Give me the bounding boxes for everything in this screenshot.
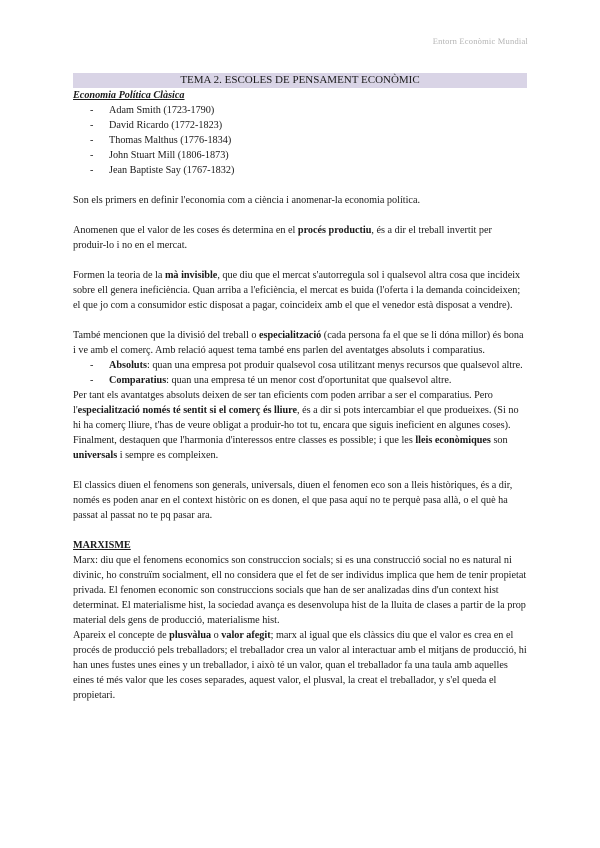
page-header: Entorn Econòmic Mundial xyxy=(432,36,528,46)
paragraph: També mencionen que la divisió del treball o especialització (cada persona fa el que se li dóna millor) és bona i ve amb el comerç. Amb relació aquest tema també ens parlen del aventatges absoluts i comparatius. xyxy=(73,330,524,356)
document-body xyxy=(73,73,527,703)
paragraph: Marx: diu que el fenomens economics son construccion socials; si es una construcció social no es natural ni divinic, ho construïm socialment, ell no considera que el fet de ser individus implica que hem de tenir propietat privada. El fenomen economic son construccions socials que han de ser analizadas dins d'un context hist determinat. El materialisme hist, la sociedad avança es desenvolupa hist de la lluita de clases a partir de la prop material dels gens de producció, materialisme hist. xyxy=(73,555,527,626)
paragraph: Formen la teoria de la mà invisible, que diu que el mercat s'autorregula sol i qualsevol altra cosa que incideix sobre ell genera ineficiència. Quan arriba a l'eficiència, el mercat es buida (l'oferta i la demanda coincideixen; el que jo com a consumidor estic disposat a pagar, coincideix amb el que el venedor està disposat a vendre). xyxy=(73,270,521,311)
paragraph: Anomenen que el valor de les coses és determina en el procés productiu, és a dir el treball invertit per produir-lo i no en el mercat. xyxy=(73,225,492,251)
authors-list xyxy=(73,103,527,178)
list-item: - Thomas Malthus (1776-1834) xyxy=(73,133,527,148)
list-item: - Absoluts: quan una empresa pot produir qualsevol cosa utilitzant menys recursos que qualsevol altre. xyxy=(73,358,527,373)
advantages-list xyxy=(73,358,527,388)
paragraph: Apareix el concepte de plusvàlua o valor afegit; marx al igual que els clàssics diu que el valor es crea en el procés de producció pels treballadors; el treballador crea un valor al interactuar amb el mitjans de producció, hi han unes fustes unes eines y un treballador, i això té un valor, quan el treballador fa una taula amb aquelles eines té més valor que les coses separades, aquest valor, el plusval, la creat el treballador, y s'el queda el propietari. xyxy=(73,630,527,701)
section-heading-classical: Economia Política Clàsica xyxy=(73,90,185,101)
paragraph: Per tant els avantatges absoluts deixen de ser tan eficients com poden arribar a ser el comparatius. Pero l'especialització només té sentit si el comerç és lliure, és a dir si pots intercambiar el que produeixes. (Si no hi ha comerç lliure, t'has de veure obligat a produir-ho tot tu, encara que siguis ineficient en algunes coses). xyxy=(73,390,519,431)
list-item: - Comparatius: quan una empresa té un menor cost d'oportunitat que qualsevol altre. xyxy=(73,373,527,388)
list-item: - David Ricardo (1772-1823) xyxy=(73,118,527,133)
paragraph: Finalment, destaquen que l'harmonia d'interessos entre classes es possible; i que les lleis econòmiques son universals i sempre es compleixen. xyxy=(73,435,508,461)
list-item: - John Stuart Mill (1806-1873) xyxy=(73,148,527,163)
document-title: TEMA 2. ESCOLES DE PENSAMENT ECONÒMIC xyxy=(73,73,527,88)
section-heading-marxism: MARXISME xyxy=(73,540,131,551)
list-item: - Adam Smith (1723-1790) xyxy=(73,103,527,118)
list-item: - Jean Baptiste Say (1767-1832) xyxy=(73,163,527,178)
paragraph: El classics diuen el fenomens son generals, universals, diuen el fenomen eco son a lleis històriques, és a dir, només es poden anar en el context històric on es donen, el que pasa aquí no te perquè pasa allà, o el què ha passat al passat no te pq pasar ara. xyxy=(73,480,513,521)
paragraph: Son els primers en definir l'economia com a ciència i anomenar-la economia política. xyxy=(73,195,421,206)
